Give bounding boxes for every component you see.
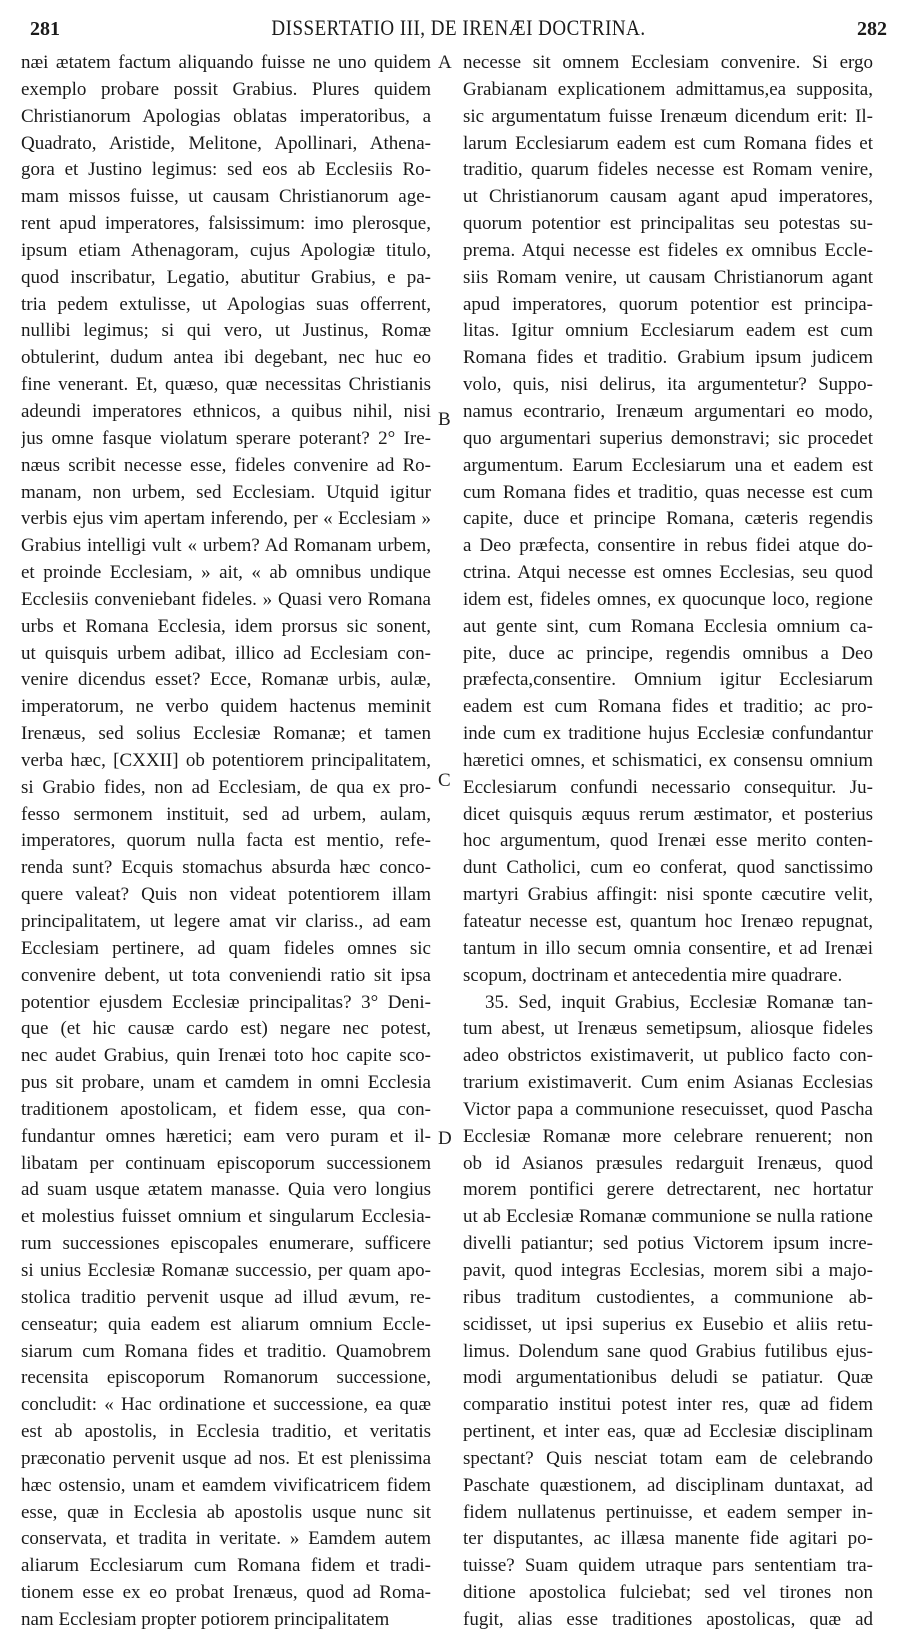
left-column (21, 50, 431, 1634)
text-line: rent apud imperatores, falsissimum: imo plerosque, (21, 213, 431, 235)
text-line: ut Christianorum causam agant apud imperatores, (463, 186, 873, 208)
text-line: idem est, fideles omnes, ex quocunque loco, regione (463, 588, 873, 610)
text-line: jus omne fasque violatum sperare poterant? 2° Ire- (21, 427, 431, 449)
text-line: nullibi legimus; si qui vero, ut Justinus, Romæ (21, 320, 431, 342)
text-line: si unius Ecclesiæ Romanæ successio, per quam apo- (21, 1259, 431, 1281)
text-line: Ecclesiarum confundi necessario consequitur. Ju- (463, 776, 873, 798)
text-line: mam missos fuisse, ut causam Christianorum age- (21, 186, 431, 208)
text-line: censeatur; quia eadem est aliarum omnium Eccle- (21, 1313, 431, 1335)
page-number-left: 281 (30, 18, 60, 40)
text-line: ob id Asianos præsules redarguit Irenæus, quod (463, 1152, 873, 1174)
text-line: Quadrato, Aristide, Melitone, Apollinari, Athena- (21, 132, 431, 154)
text-line: argumentum. Earum Ecclesiarum una et eadem est (463, 454, 873, 476)
text-line: nec audet Grabius, quin Irenæi toto hoc capite sco- (21, 1045, 431, 1067)
text-line: trarium existimaverit. Cum enim Asianas Ecclesias (463, 1072, 873, 1094)
text-line: siarum cum Romana fides et traditio. Quamobrem (21, 1340, 431, 1362)
text-line: imperatorum, ne verbo quidem hactenus meminit (21, 696, 431, 718)
page-number-right: 282 (857, 18, 887, 40)
text-line: Irenæus, sed solius Ecclesiæ Romanæ; et tamen (21, 723, 431, 745)
text-line: apud imperatores, quorum potentior est principa- (463, 293, 873, 315)
text-line: imperatores, quorum nulla facta est mentio, refe- (21, 830, 431, 852)
text-line: et proinde Ecclesiam, » ait, « ab omnibus undique (21, 562, 431, 584)
text-line: sic argumentatum fuisse Irenæum dicendum erit: Il- (463, 105, 873, 127)
text-line: pite, duce ac principe, regendis omnibus a Deo (463, 642, 873, 664)
text-line: fesso sermonem instituit, sed ad urbem, aulam, (21, 803, 431, 825)
text-line: ditione apostolica fulciebat; sed vel tirones non (463, 1582, 873, 1604)
text-line: larum Ecclesiarum eadem est cum Romana fides et (463, 132, 873, 154)
text-line: namus econtrario, Irenæum argumentari eo modo, (463, 400, 873, 422)
text-line: ribus traditum custodientes, a communione ab- (463, 1286, 873, 1308)
text-line: libatam per continuam episcoporum successionem (21, 1152, 431, 1174)
text-line: venire dicendus esset? Ecce, Romanæ urbis, aulæ, (21, 669, 431, 691)
text-line: adeo obstrictos existimaverit, ut publico facto con- (463, 1045, 873, 1067)
text-line: principalitatem, ut legere amat vir clariss., ad eam (21, 911, 431, 932)
text-line: gora et Justino legimus: sed eos ab Ecclesiis Ro- (21, 159, 431, 181)
text-line: obtulerint, dudum antea ibi degebant, nec huc eo (21, 347, 431, 369)
text-line: fundantur omnes hæretici; eam vero puram et il- (21, 1125, 431, 1147)
text-line: dicet quisquis æquus rerum æstimator, et posterius (463, 803, 873, 825)
text-line: næi ætatem factum aliquando fuisse ne uno quidem (21, 52, 431, 73)
text-line: tuisse? Suam quidem utraque pars sententiam tra- (463, 1555, 873, 1577)
text-line: Grabius intelligi vult « urbem? Ad Romanam urbem, (21, 535, 431, 557)
text-line: scidisset, ut ipsi superius ex Eusebio et aliis retu- (463, 1313, 873, 1335)
text-line: Victor papa a communione resecuisset, quod Pascha (463, 1098, 873, 1120)
margin-marker-c: C (438, 770, 451, 791)
text-line: Grabianam explicationem admittamus,ea supposita, (463, 78, 873, 100)
text-line: et molestius fuisset omnium et singularum Ecclesia- (21, 1206, 431, 1228)
text-line: capite, duce et principe Romana, cæteris regendis (463, 508, 873, 530)
text-line: limus. Dolendum sane quod Grabius futilibus ejus- (463, 1340, 873, 1362)
text-line: ad suam usque ætatem manasse. Quia vero longius (21, 1179, 431, 1201)
text-line: potentior ejusdem Ecclesiæ principalitas? 3° Deni- (21, 991, 431, 1013)
text-line: Romana fides et traditio. Grabium ipsum judicem (463, 347, 873, 369)
text-line: aut gente sint, cum Romana Ecclesia omnium ca- (463, 615, 873, 637)
text-line: volo, quis, nisi delirus, ita argumentetur? Suppo- (463, 374, 873, 396)
text-line: Ecclesiis conveniebant fideles. » Quasi vero Romana (21, 588, 431, 610)
text-line: si Grabio fides, non ad Ecclesiam, de qua ex pro- (21, 776, 431, 798)
text-line: verbis ejus vim apertam inferendo, per « Ecclesiam » (21, 508, 431, 530)
text-line: necesse sit omnem Ecclesiam convenire. Si ergo (463, 52, 873, 73)
text-line: hæretici omnes, et schismatici, ex consensu omnium (463, 749, 873, 771)
text-line: tantum in illo secum omnia consentire, et ad Irenæi (463, 937, 873, 959)
text-line: aliarum Ecclesiarum cum Romana fidem et tradi- (21, 1555, 431, 1577)
text-line: modi argumentationibus deludi se patiatur. Quæ (463, 1367, 873, 1389)
text-line: urbs et Romana Ecclesia, idem prorsus sic sonent, (21, 615, 431, 637)
text-line: conservata, et tradita in veritate. » Eamdem autem (21, 1528, 431, 1550)
text-line: rum successiones episcopales enumerare, sufficere (21, 1233, 431, 1255)
text-line: traditio, quarum fideles necesse est Romam venire, (463, 159, 873, 181)
text-line: pus sit probare, unam et camdem in omni Ecclesia (21, 1072, 431, 1094)
text-line: quere valeat? Quis non videat potentiorem illam (21, 884, 431, 906)
text-line: esse, quæ in Ecclesia ab apostolis usque nunc sit (21, 1501, 431, 1523)
text-line: fidem nullatenus pertinuisse, et eadem semper in- (463, 1501, 873, 1523)
text-line: exemplo probare possit Grabius. Plures quidem (21, 78, 431, 100)
text-line: concludit: « Hac ordinatione et successione, ea quæ (21, 1394, 431, 1416)
text-line: præconatio pervenit usque ad nos. Et est plenissima (21, 1447, 431, 1469)
text-line: manam, non urbem, sed Ecclesiam. Utquid igitur (21, 481, 431, 503)
text-line: Paschate quæstionem, ad disciplinam duntaxat, ad (463, 1474, 873, 1496)
text-line: pertinent, et inter eas, quæ ad Ecclesiæ disciplinam (463, 1421, 873, 1443)
text-line: Ecclesiæ Romanæ more celebrare renuerent; non (463, 1125, 873, 1147)
text-line: hæc ostensio, unam et eamdem vivificatricem fidem (21, 1474, 431, 1496)
text-line: Ecclesiam pertinere, ad quam fideles omnes sic (21, 937, 431, 959)
text-line: stolica traditio pervenit usque ad illud ævum, re- (21, 1286, 431, 1308)
text-line: traditionem apostolicam, et fidem esse, qua con- (21, 1098, 431, 1120)
text-line: dunt Catholici, cum eo conferat, quod sanctissimo (463, 857, 873, 879)
text-line: siis Romam venire, ut causam Christianorum agant (463, 266, 873, 288)
text-line: ut ab Ecclesiæ Romanæ communione se nulla ratione (463, 1206, 873, 1228)
text-line: quorum potentior est principalitas seu potestas su- (463, 213, 873, 235)
text-line: verba hæc, [CXXII] ob potentiorem principalitatem, (21, 749, 431, 771)
text-line: pavit, quod integras Ecclesias, morem sibi a majo- (463, 1259, 873, 1281)
text-line: morem pontifici gerere detrectarent, nec hortatur (463, 1179, 873, 1201)
text-line: prema. Atqui necesse est fideles ex omnibus Eccle- (463, 239, 873, 261)
text-line: nam Ecclesiam propter potiorem principalitatem (21, 1608, 390, 1630)
page-header (30, 18, 887, 42)
text-line: est ab apostolis, in Ecclesia traditio, et veritatis (21, 1421, 431, 1443)
text-line: scopum, doctrinam et antecedentia mire quadrare. (463, 964, 843, 986)
text-line: eadem est cum Romana fides et traditio; ac pro- (463, 696, 873, 718)
text-line: ter disputantes, ac illæsa manente fide agitari po- (463, 1528, 873, 1550)
text-line: cum Romana fides et traditio, quas necesse est cum (463, 481, 873, 503)
text-line: quod inscribatur, Legatio, abutitur Grabius, e pa- (21, 266, 431, 288)
text-line: næus scribit necesse esse, fideles convenire ad Ro- (21, 454, 431, 476)
running-title: DISSERTATIO III, DE IRENÆI DOCTRINA. (271, 16, 646, 41)
text-line: a Deo præfecta, consentire in rebus fidei atque do- (463, 535, 873, 557)
text-line: inde cum ex traditione hujus Ecclesiæ confundantur (463, 723, 873, 745)
margin-marker-b: B (438, 409, 451, 430)
text-line: spectant? Quis nesciat totam eam de celebrando (463, 1447, 873, 1469)
text-line: hoc argumentum, quod Irenæi esse merito conten- (463, 830, 873, 852)
text-line: tionem esse ex eo probat Irenæus, quod ad Roma- (21, 1582, 431, 1604)
text-line: ctrina. Atqui necesse est omnes Ecclesias, seu quod (463, 562, 873, 584)
text-line: fine venerant. Et, quæso, quæ necessitas Christianis (21, 374, 431, 396)
text-line: ut quisquis urbem adibat, illico ad Ecclesiam con- (21, 642, 431, 664)
text-line: Christianorum Apologias oblatas imperatoribus, a (21, 105, 431, 127)
text-line: fateatur necesse est, quantum hoc Irenæo repugnat, (463, 911, 873, 932)
text-line: divelli patiantur; sed potius Victorem ipsum incre- (463, 1233, 873, 1255)
right-column (463, 50, 873, 1634)
text-line: fugit, alias esse traditiones apostolicas, quæ ad (463, 1608, 873, 1630)
text-line: martyri Grabius affingit: nisi sponte cæcutire velit, (463, 884, 873, 906)
text-line: quo argumentari superius demonstravi; sic procedet (463, 427, 873, 449)
margin-marker-d: D (438, 1128, 452, 1149)
text-line: præfecta,consentire. Omnium igitur Ecclesiarum (463, 669, 873, 691)
text-line: tum abest, ut Irenæus semetipsum, aliosque fideles (463, 1018, 873, 1040)
text-line: adeundi imperatores ethnicos, a quibus nihil, nisi (21, 400, 431, 422)
margin-marker-a: A (438, 52, 452, 73)
text-line: ipsum etiam Athenagoram, cujus Apologiæ titulo, (21, 239, 431, 261)
text-line: que (et hic causæ cardo est) negare nec potest, (21, 1018, 431, 1040)
text-line: tria pedem extulisse, ut Apologias suas offerrent, (21, 293, 431, 315)
text-line: 35. Sed, inquit Grabius, Ecclesiæ Romanæ tan- (485, 991, 873, 1013)
text-line: renda sunt? Ecquis stomachus absurda hæc conco- (21, 857, 431, 879)
text-line: convenire debent, ut tota conveniendi ratio sit ipsa (21, 964, 431, 986)
text-line: recensita episcoporum Romanorum successione, (21, 1367, 431, 1389)
text-line: litas. Igitur omnium Ecclesiarum eadem est cum (463, 320, 873, 342)
text-line: comparatio institui potest inter res, quæ ad fidem (463, 1394, 873, 1416)
